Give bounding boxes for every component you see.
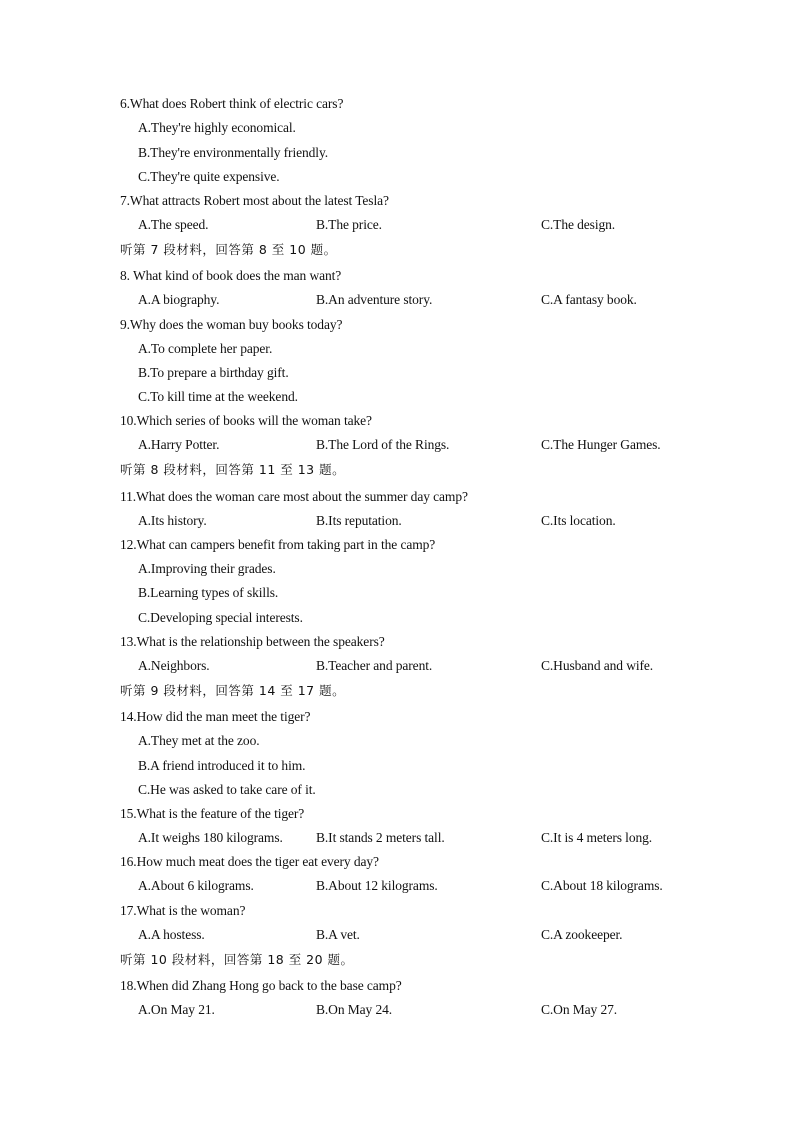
question-17-stem: 17.What is the woman?: [120, 903, 246, 918]
question-6-option-c: C.They're quite expensive.: [138, 169, 280, 184]
section-heading-7: 听第 7 段材料，回答第 8 至 10 题。: [120, 242, 337, 257]
question-13-option-c: C.Husband and wife.: [541, 658, 654, 673]
question-18-option-b: B.On May 24.: [316, 1002, 393, 1017]
question-10-option-b: B.The Lord of the Rings.: [316, 437, 450, 452]
question-8-option-a: A.A biography.: [138, 292, 220, 307]
question-14-option-c: C.He was asked to take care of it.: [138, 782, 316, 797]
question-18-stem: 18.When did Zhang Hong go back to the base camp?: [120, 978, 402, 993]
question-10-option-a: A.Harry Potter.: [138, 437, 220, 452]
question-16-option-b: B.About 12 kilograms.: [316, 878, 438, 893]
question-14-stem: 14.How did the man meet the tiger?: [120, 709, 311, 724]
question-11-option-b: B.Its reputation.: [316, 513, 402, 528]
question-16-stem: 16.How much meat does the tiger eat every day?: [120, 854, 379, 869]
question-14-option-b: B.A friend introduced it to him.: [138, 758, 306, 773]
question-14-option-a: A.They met at the zoo.: [138, 733, 260, 748]
question-12-option-b: B.Learning types of skills.: [138, 585, 279, 600]
question-13-stem: 13.What is the relationship between the speakers?: [120, 634, 385, 649]
question-13-option-a: A.Neighbors.: [138, 658, 210, 673]
question-18-option-c: C.On May 27.: [541, 1002, 618, 1017]
question-7-stem: 7.What attracts Robert most about the latest Tesla?: [120, 193, 389, 208]
question-10-option-c: C.The Hunger Games.: [541, 437, 661, 452]
question-12-option-a: A.Improving their grades.: [138, 561, 276, 576]
question-18-option-a: A.On May 21.: [138, 1002, 215, 1017]
question-8-stem: 8. What kind of book does the man want?: [120, 268, 342, 283]
question-15-option-c: C.It is 4 meters long.: [541, 830, 653, 845]
question-6-stem: 6.What does Robert think of electric cars?: [120, 96, 344, 111]
question-9-option-b: B.To prepare a birthday gift.: [138, 365, 289, 380]
question-8-option-c: C.A fantasy book.: [541, 292, 637, 307]
question-15-stem: 15.What is the feature of the tiger?: [120, 806, 305, 821]
question-17-option-a: A.A hostess.: [138, 927, 205, 942]
question-7-option-a: A.The speed.: [138, 217, 209, 232]
question-6-option-a: A.They're highly economical.: [138, 120, 296, 135]
question-17-option-c: C.A zookeeper.: [541, 927, 623, 942]
question-11-option-c: C.Its location.: [541, 513, 616, 528]
section-heading-9: 听第 9 段材料，回答第 14 至 17 题。: [120, 683, 346, 698]
question-16-option-c: C.About 18 kilograms.: [541, 878, 663, 893]
question-7-option-b: B.The price.: [316, 217, 382, 232]
question-11-stem: 11.What does the woman care most about the summer day camp?: [120, 489, 468, 504]
question-13-option-b: B.Teacher and parent.: [316, 658, 433, 673]
question-9-stem: 9.Why does the woman buy books today?: [120, 317, 343, 332]
question-15-option-a: A.It weighs 180 kilograms.: [138, 830, 283, 845]
question-9-option-a: A.To complete her paper.: [138, 341, 273, 356]
question-12-option-c: C.Developing special interests.: [138, 610, 303, 625]
section-heading-8: 听第 8 段材料，回答第 11 至 13 题。: [120, 462, 346, 477]
question-16-option-a: A.About 6 kilograms.: [138, 878, 254, 893]
question-11-option-a: A.Its history.: [138, 513, 207, 528]
question-15-option-b: B.It stands 2 meters tall.: [316, 830, 445, 845]
question-6-option-b: B.They're environmentally friendly.: [138, 145, 328, 160]
question-9-option-c: C.To kill time at the weekend.: [138, 389, 298, 404]
question-17-option-b: B.A vet.: [316, 927, 360, 942]
question-12-stem: 12.What can campers benefit from taking part in the camp?: [120, 537, 436, 552]
question-8-option-b: B.An adventure story.: [316, 292, 433, 307]
section-heading-10: 听第 10 段材料，回答第 18 至 20 题。: [120, 952, 354, 967]
question-7-option-c: C.The design.: [541, 217, 616, 232]
question-10-stem: 10.Which series of books will the woman take?: [120, 413, 372, 428]
